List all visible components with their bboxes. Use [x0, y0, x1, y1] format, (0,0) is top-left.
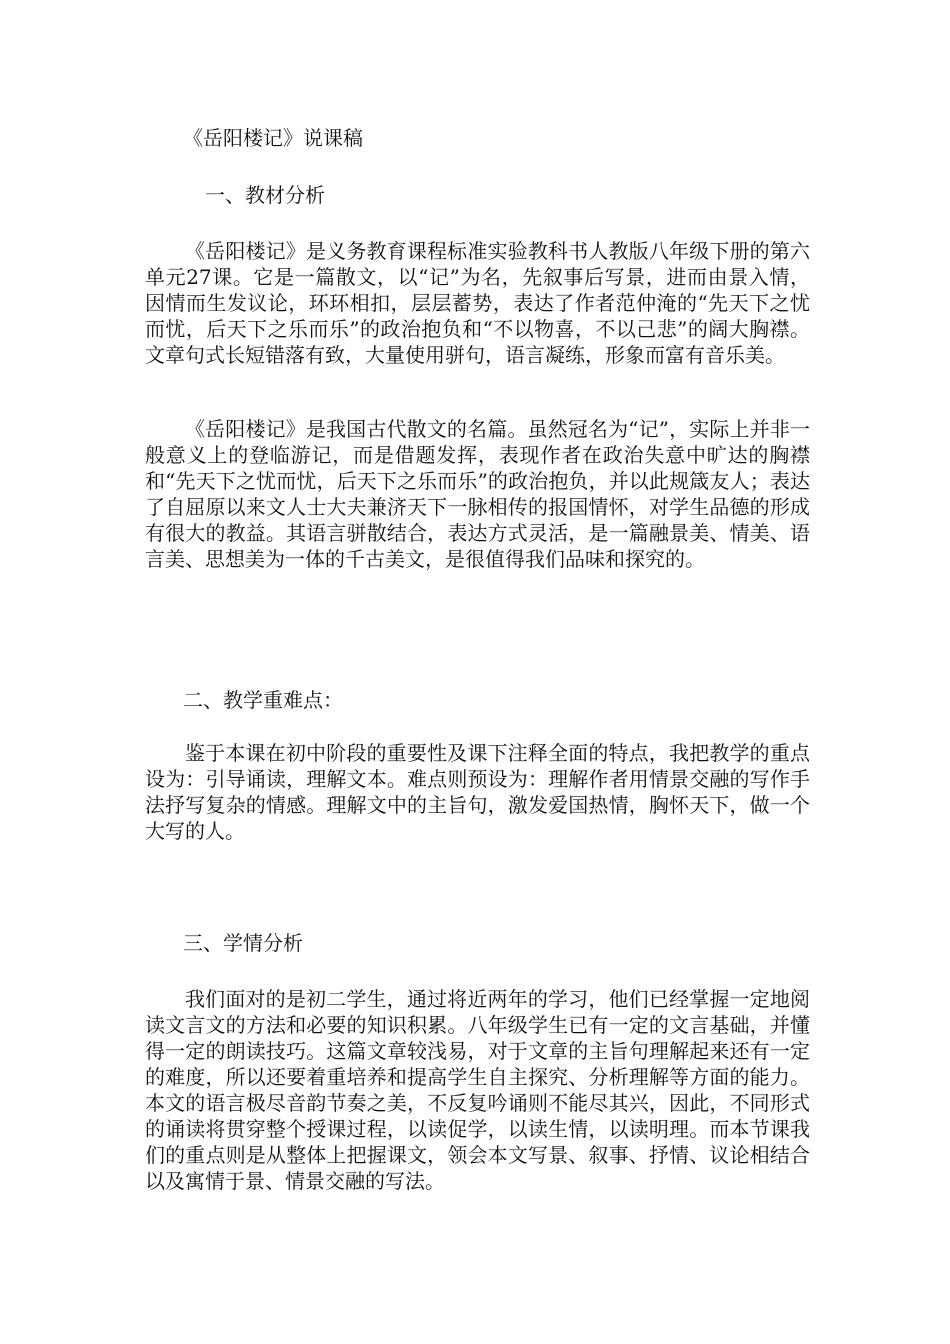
paragraph: 鉴于本课在初中阶段的重要性及课下注释全面的特点，我把教学的重点设为：引导诵读，理解文本。难点则预设为：理解作者用情景交融的写作手法抒写复杂的情感。理解文中的主旨句，激发爱国热情，胸怀天下，做一个大写的人。	[145, 741, 810, 843]
section-heading-student-analysis: 三、学情分析	[183, 931, 303, 955]
document-title: 《岳阳楼记》说课稿	[183, 126, 363, 150]
section-heading-textbook-analysis: 一、教材分析	[205, 183, 325, 207]
section-heading-key-difficulties: 二、教学重难点：	[183, 688, 343, 712]
paragraph: 《岳阳楼记》是我国古代散文的名篇。虽然冠名为“记”，实际上并非一般意义上的登临游记，而是借题发挥，表现作者在政治失意中旷达的胸襟和“先天下之忧而忧，后天下之乐而乐”的政治抱负，并以此规箴友人；表达了自屈原以来文人士大夫兼济天下一脉相传的报国情怀，对学生品德的形成有很大的教益。其语言骈散结合，表达方式灵活，是一篇融景美、情美、语言美、思想美为一体的千古美文，是很值得我们品味和探究的。	[145, 417, 810, 571]
paragraph: 《岳阳楼记》是义务教育课程标准实验教科书人教版八年级下册的第六单元27课。它是一篇散文，以“记”为名，先叙事后写景，进而由景入情，因情而生发议论，环环相扣，层层蓄势，表达了作者范仲淹的“先天下之忧而忧，后天下之乐而乐”的政治抱负和“不以物喜，不以己悲”的阔大胸襟。文章句式长短错落有致，大量使用骈句，语言凝练，形象而富有音乐美。	[145, 239, 810, 367]
paragraph: 我们面对的是初二学生，通过将近两年的学习，他们已经掌握一定地阅读文言文的方法和必要的知识积累。八年级学生已有一定的文言基础，并懂得一定的朗读技巧。这篇文章较浅易，对于文章的主旨句理解起来还有一定的难度，所以还要着重培养和提高学生自主探究、分析理解等方面的能力。本文的语言极尽音韵节奏之美，不反复吟诵则不能尽其兴，因此，不同形式的诵读将贯穿整个授课过程，以读促学，以读生情，以读明理。而本节课我们的重点则是从整体上把握课文，领会本文写景、叙事、抒情、议论相结合以及寓情于景、情景交融的写法。	[145, 987, 810, 1193]
